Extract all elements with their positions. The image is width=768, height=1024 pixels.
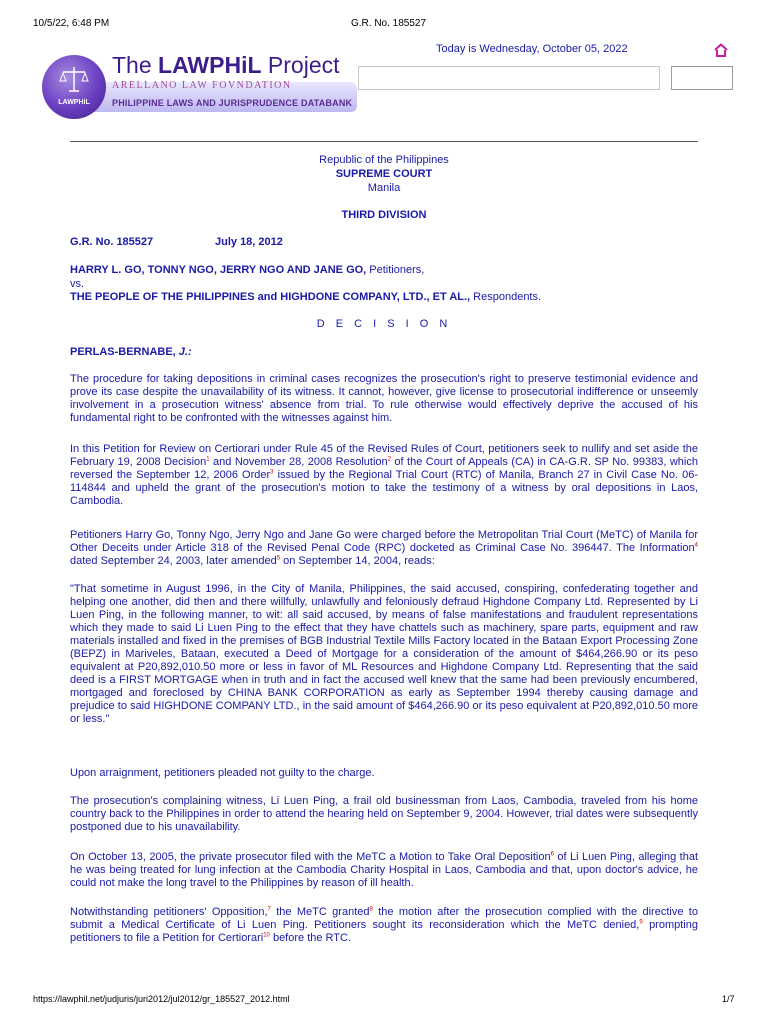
paragraph-7: On October 13, 2005, the private prosecutor filed with the MeTC a Motion to Take Oral Deposition$^6$ of Li Luen Ping, alleging that he was being treated for lung infection at the Cambodia Charity Hospital in Laos, Cambodia and that, upon doctor's advice, he could not make the long travel to the Philippines by reason of ill health. <box>70 851 699 889</box>
ponente: PERLAS-BERNABE, J.: <box>70 346 192 358</box>
print-url: https://lawphil.net/judjuris/juri2012/jul2012/gr_185527_2012.html <box>33 994 290 1004</box>
city-label: Manila <box>367 182 401 194</box>
versus-label: vs. <box>70 278 85 290</box>
footnote-link[interactable]: 7 <box>267 906 271 913</box>
site-title: The LAWPHiL Project <box>112 52 340 78</box>
decision-heading: D E C I S I O N <box>316 318 452 330</box>
print-page-number: 1/7 <box>722 994 735 1004</box>
footnote-link[interactable]: 2 <box>387 456 391 463</box>
site-tagline: PHILIPPINE LAWS AND JURISPRUDENCE DATABANK <box>112 98 353 108</box>
information-quote: "That sometime in August 1996, in the City of Manila, Philippines, the said accused, conspiring, confederating together and helping one another, did then and there willfully, unlawfully and feloniously defraud Highdone Company Ltd. Represented by Li Luen Ping, in the following manner, to wit: all said accused, by means of false manifestations and fraudulent representations which they made to said Li Luen Ping to the effect that they have chattels such as machinery, spare parts, equipment and raw materials installed and fixed in the premises of BGB Industrial Textile Mills Factory located in the Bataan Export Processing Zone (BEPZ) in Mariveles, Bataan, executed a Deed of Mortgage for a consideration of the amount of $464,266.90 or its peso equivalent at P20,892,010.50 more or less in favor of ML Resources and Highdone Company Ltd. Representing that the said deed is a FIRST MORTGAGE when in truth and in fact the accused well knew that the same had been previously encumbered, mortgaged and foreclosed by CHINA BANK CORPORATION as early as September 1994 thereby causing damage and prejudice to said HIGHDONE COMPANY LTD., in the said amount of $464,266.90 or its peso equivalent at P20,892,010.50 more or less." <box>70 583 698 725</box>
footnote-link[interactable]: 9 <box>639 919 643 926</box>
division-label: THIRD DIVISION <box>341 209 427 221</box>
petitioners-line: HARRY L. GO, TONNY NGO, JERRY NGO AND JANE GO, Petitioners, <box>70 264 425 276</box>
case-date: July 18, 2012 <box>215 236 283 248</box>
footnote-link[interactable]: 3 <box>270 469 274 476</box>
paragraph-1: The procedure for taking depositions in criminal cases recognizes the prosecution's right to preserve testimonial evidence and prove its case despite the unavailability of its witness. It cannot, however, give license to prosecutorial indifference or unseemly involvement in a prosecution witness' absence from trial. To rule otherwise would effectively deprive the accused of his fundamental right to be confronted with the witnesses against him. <box>70 373 698 424</box>
paragraph-8: Notwithstanding petitioners' Opposition,$^7$ the MeTC granted$^8$ the motion after the prosecution complied with the directive to submit a Medical Certificate of Li Luen Ping. Petitioners sought its reconsideration which the MeTC denied,$^9$ prompting petitioners to file a Petition for Certiorari$^{10}$ before the RTC. <box>70 906 698 944</box>
scales-of-justice-icon <box>58 65 90 95</box>
footnote-link[interactable]: 6 <box>550 851 554 858</box>
footnote-link[interactable]: 10 <box>263 932 270 939</box>
lawphil-logo[interactable] <box>42 55 106 119</box>
paragraph-5: Upon arraignment, petitioners pleaded not guilty to the charge. <box>70 767 375 779</box>
footnote-link[interactable]: 4 <box>694 542 698 549</box>
paragraph-3: Petitioners Harry Go, Tonny Ngo, Jerry Ngo and Jane Go were charged before the Metropolitan Trial Court (MeTC) of Manila for Other Deceits under Article 318 of the Revised Penal Code (RPC) docketed as Criminal Case No. 396447. The Information$^4$ dated September 24, 2003, later amended$^5$ on September 14, 2004, reads: <box>70 529 698 567</box>
footnote-link[interactable]: 1 <box>206 456 210 463</box>
logo-text: LAWPHiL <box>58 99 90 106</box>
search-button[interactable] <box>671 66 733 90</box>
footnote-link[interactable]: 5 <box>276 555 281 562</box>
footnote-link[interactable]: 8 <box>369 906 373 913</box>
court-label: SUPREME COURT <box>335 168 433 180</box>
case-number: G.R. No. 185527 <box>70 236 154 248</box>
home-icon[interactable] <box>714 43 728 62</box>
paragraph-2: In this Petition for Review on Certiorari under Rule 45 of the Revised Rules of Court, petitioners seek to nullify and set aside the February 19, 2008 Decision$^1$ and November 28, 2008 Resolution$^2$ of the Court of Appeals (CA) in CA-G.R. SP No. 99383, which reversed the September 12, 2006 Order$^3$ issued by the Regional Trial Court (RTC) of Manila, Branch 27 in Civil Case No. 06-114844 and upheld the grant of the prosecution's motion to take the testimony of a witness by oral depositions in Laos, Cambodia. <box>70 443 698 507</box>
site-subtitle: ARELLANO LAW FOVNDATION <box>112 80 292 91</box>
header-divider <box>70 141 698 142</box>
today-date: Today is Wednesday, October 05, 2022 <box>436 43 628 55</box>
print-title: G.R. No. 185527 <box>351 18 427 29</box>
respondents-line: THE PEOPLE OF THE PHILIPPINES and HIGHDONE COMPANY, LTD., ET AL., Respondents. <box>70 291 542 303</box>
republic-label: Republic of the Philippines <box>319 154 449 166</box>
print-datetime: 10/5/22, 6:48 PM <box>33 18 110 29</box>
search-input[interactable] <box>358 66 660 90</box>
paragraph-6: The prosecution's complaining witness, Li Luen Ping, a frail old businessman from Laos, Cambodia, traveled from his home country back to the Philippines in order to attend the hearing held on September 9, 2004. However, trial dates were subsequently postponed due to his unavailability. <box>70 795 698 833</box>
